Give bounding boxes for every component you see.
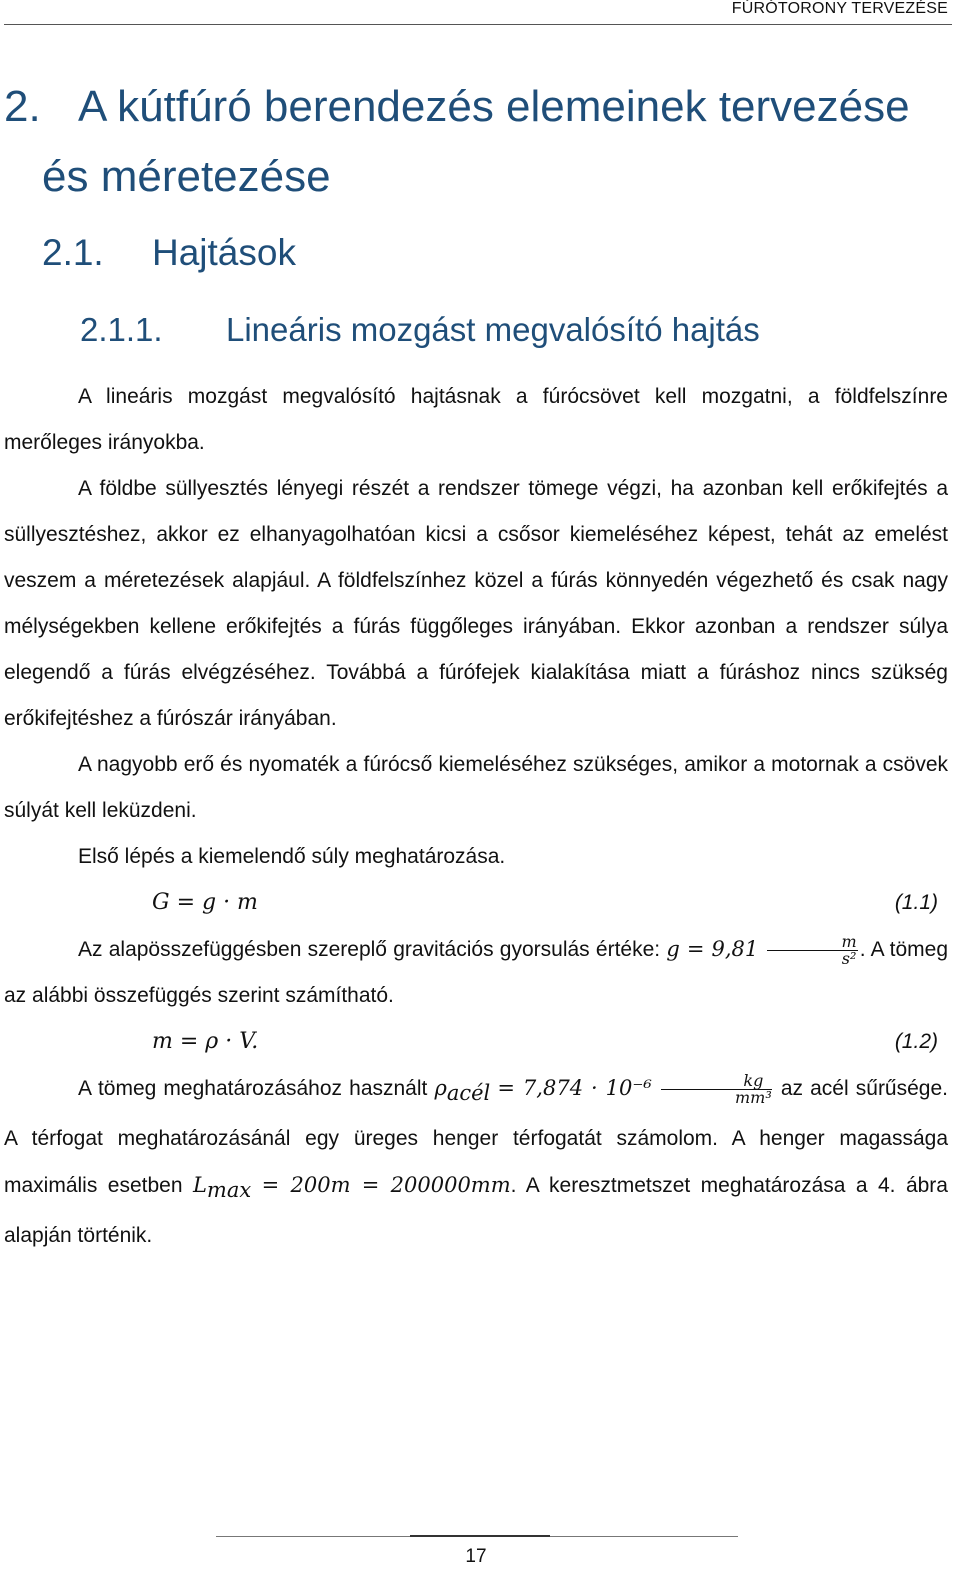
rho-unit-denominator: mm³ [734, 1087, 772, 1107]
section-heading [42, 232, 296, 274]
paragraph-1: A lineáris mozgást megvalósító hajtásnak a fúrócsövet kell mozgatni, a földfelszínre merőleges irányokba. [4, 385, 948, 454]
chapter-title-line1: A kútfúró berendezés elemeinek tervezése [78, 82, 910, 131]
paragraph-5 [4, 926, 948, 1019]
rho-unit-numerator: kg [661, 1073, 772, 1090]
paragraph-3: A nagyobb erő és nyomaték a fúrócső kiemeléséhez szükséges, amikor a motornak a csövek súlyát kell leküzdeni. [4, 753, 948, 822]
formula-1-1-number: (1.1) [894, 891, 938, 914]
paragraph-6-text-end: . A keresztmetszet meghatározása a 4. ábra alapján történik. [4, 1174, 948, 1248]
section-number: 2.1. [42, 232, 104, 273]
header-divider [4, 24, 952, 25]
formula-1-1-expression: G = g · m [152, 890, 258, 915]
g-unit-denominator: s² [841, 948, 857, 968]
formula-1-2 [4, 1019, 948, 1065]
paragraph-6-text-before: A tömeg meghatározásához használt [78, 1077, 428, 1100]
formula-1-2-number: (1.2) [894, 1030, 938, 1053]
subsection-number: 2.1.1. [80, 311, 163, 348]
chapter-title-line2: és méretezése [42, 152, 331, 201]
g-unit-numerator: m [767, 934, 858, 951]
paragraph-5-text-after: . A tömeg az alábbi összefüggés szerint számítható. [4, 938, 949, 1007]
paragraph-5-text-before: Az alapösszefüggésben szereplő gravitációs gyorsulás értéke: [78, 938, 661, 961]
rho-unit-fraction [661, 1070, 772, 1107]
lmax-symbol: L [192, 1173, 207, 1198]
chapter-heading [4, 72, 950, 212]
footer-divider-accent [410, 1535, 550, 1537]
paragraph-6 [4, 1065, 948, 1259]
paragraph-4: Első lépés a kiemelendő súly meghatározása. [78, 845, 506, 868]
running-header: FÚRÓTORONY TERVEZÉSE [731, 0, 948, 17]
page-number: 17 [465, 1546, 487, 1567]
formula-1-1 [4, 880, 948, 926]
section-title: Hajtások [152, 232, 296, 273]
rho-value: = 7,874 · 10⁻⁶ [497, 1076, 652, 1100]
lmax-subscript: max [206, 1178, 252, 1203]
g-value: g = 9,81 [666, 937, 759, 961]
rho-subscript: acél [446, 1081, 491, 1106]
rho-symbol: ρ [434, 1076, 447, 1100]
subsection-title: Lineáris mozgást megvalósító hajtás [226, 311, 760, 348]
document-body [4, 374, 948, 1259]
g-unit-fraction [767, 931, 858, 968]
paragraph-2: A földbe süllyesztés lényegi részét a rendszer tömege végzi, ha azonban kell erőkifejtés a süllyesztéshez, akkor ez elhanyagolhatóan kicsi a csősor kiemeléséhez képest, tehát az emelést veszem a méretezések alapjául. A földfelszínhez közel a fúrás könnyedén végezhető és csak nagy mélységekben kellene erőkifejtés a fúrás függőleges irányában. Ekkor azonban a rendszer súlya elegendő a fúrás elvégzéséhez. Továbbá a fúrófejek kialakítása miatt a fúráshoz nincs szükség erőkifejtéshez a fúrószár irányában. [4, 477, 948, 730]
formula-1-2-expression: m = ρ · V. [152, 1029, 259, 1054]
paragraph-6-text-after: az acél sűrűsége. A térfogat meghatározásánál egy üreges henger térfogatát számolom. A henger magassága maximális esetben [4, 1077, 948, 1198]
chapter-number: 2. [4, 82, 41, 131]
lmax-value: = 200m = 200000mm [261, 1173, 511, 1198]
subsection-heading [80, 311, 760, 349]
